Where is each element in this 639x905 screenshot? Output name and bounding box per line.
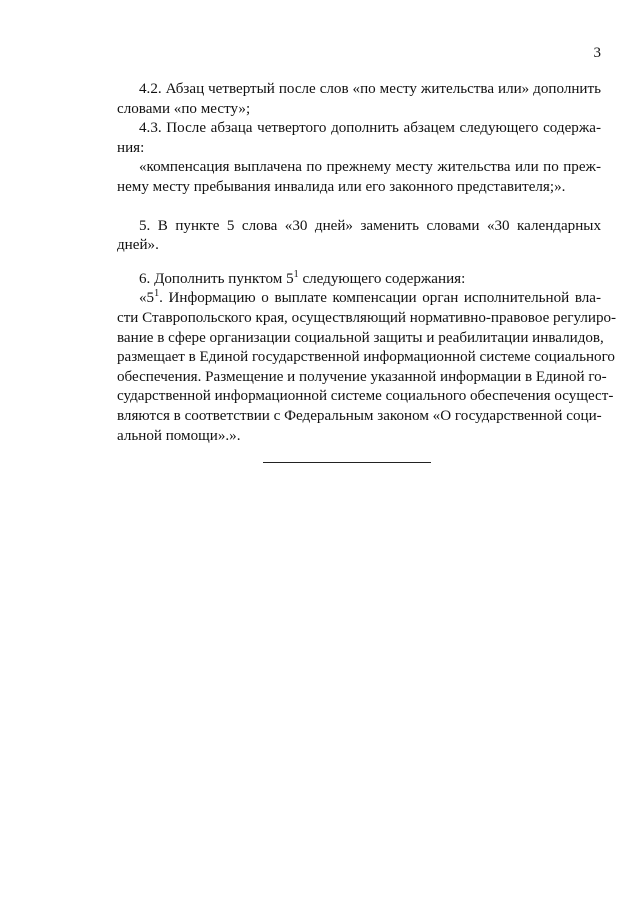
page-number: 3 <box>593 45 601 61</box>
paragraph-line: дней». <box>117 237 159 254</box>
paragraph-6-heading <box>117 270 601 290</box>
paragraph-line: 5. В пункте 5 слова «30 дней» заменить словами «30 календарных <box>139 217 601 234</box>
paragraph-5 <box>117 217 601 256</box>
paragraph-line: 4.2. Абзац четвертый после слов «по месту жительства или» дополнить <box>139 81 601 97</box>
paragraph-6 <box>117 270 601 290</box>
paragraph-line: альной помощи».». <box>117 427 241 444</box>
superscript: 1 <box>293 268 299 280</box>
paragraph-line: обеспечения. Размещение и получение указанной информации в Единой го- <box>117 368 607 385</box>
paragraph-line: ния: <box>117 139 145 156</box>
heading-text: 6. Дополнить пунктом 5 <box>139 270 294 287</box>
superscript: 1 <box>154 288 160 300</box>
paragraph-line: 4.3. После абзаца четвертого дополнить абзацем следующего содержа- <box>139 120 601 137</box>
paragraph-4-2 <box>117 80 601 119</box>
paragraph-4-3-quote <box>117 158 601 197</box>
paragraph-line: сударственной информационной системе социального обеспечения осущест- <box>117 388 614 405</box>
paragraph-line: вляются в соответствии с Федеральным законом «О государственной соци- <box>117 407 602 424</box>
paragraph-line: словами «по месту»; <box>117 100 251 117</box>
paragraph-line: нему месту пребывания инвалида или его законного представителя;». <box>117 178 566 195</box>
document-body <box>117 80 617 446</box>
end-divider-line <box>263 462 431 463</box>
heading-text: следующего содержания: <box>298 270 466 287</box>
paragraph-line: размещает в Единой государственной информационной системе социального <box>117 349 615 366</box>
paragraph-line: сти Ставропольского края, осуществляющий нормативно-правовое регулиро- <box>117 309 617 326</box>
quote-text: . Информацию о выплате компенсации орган исполнительной вла- <box>159 290 601 307</box>
paragraph-line: вание в сфере организации социальной защиты и реабилитации инвалидов, <box>117 329 604 346</box>
paragraph-line: «компенсация выплачена по прежнему месту жительства или по преж- <box>139 159 601 176</box>
paragraph-6-quote <box>117 288 617 446</box>
quote-text: «5 <box>139 290 155 307</box>
paragraph-line <box>117 289 601 309</box>
paragraph-4-3 <box>117 119 601 158</box>
